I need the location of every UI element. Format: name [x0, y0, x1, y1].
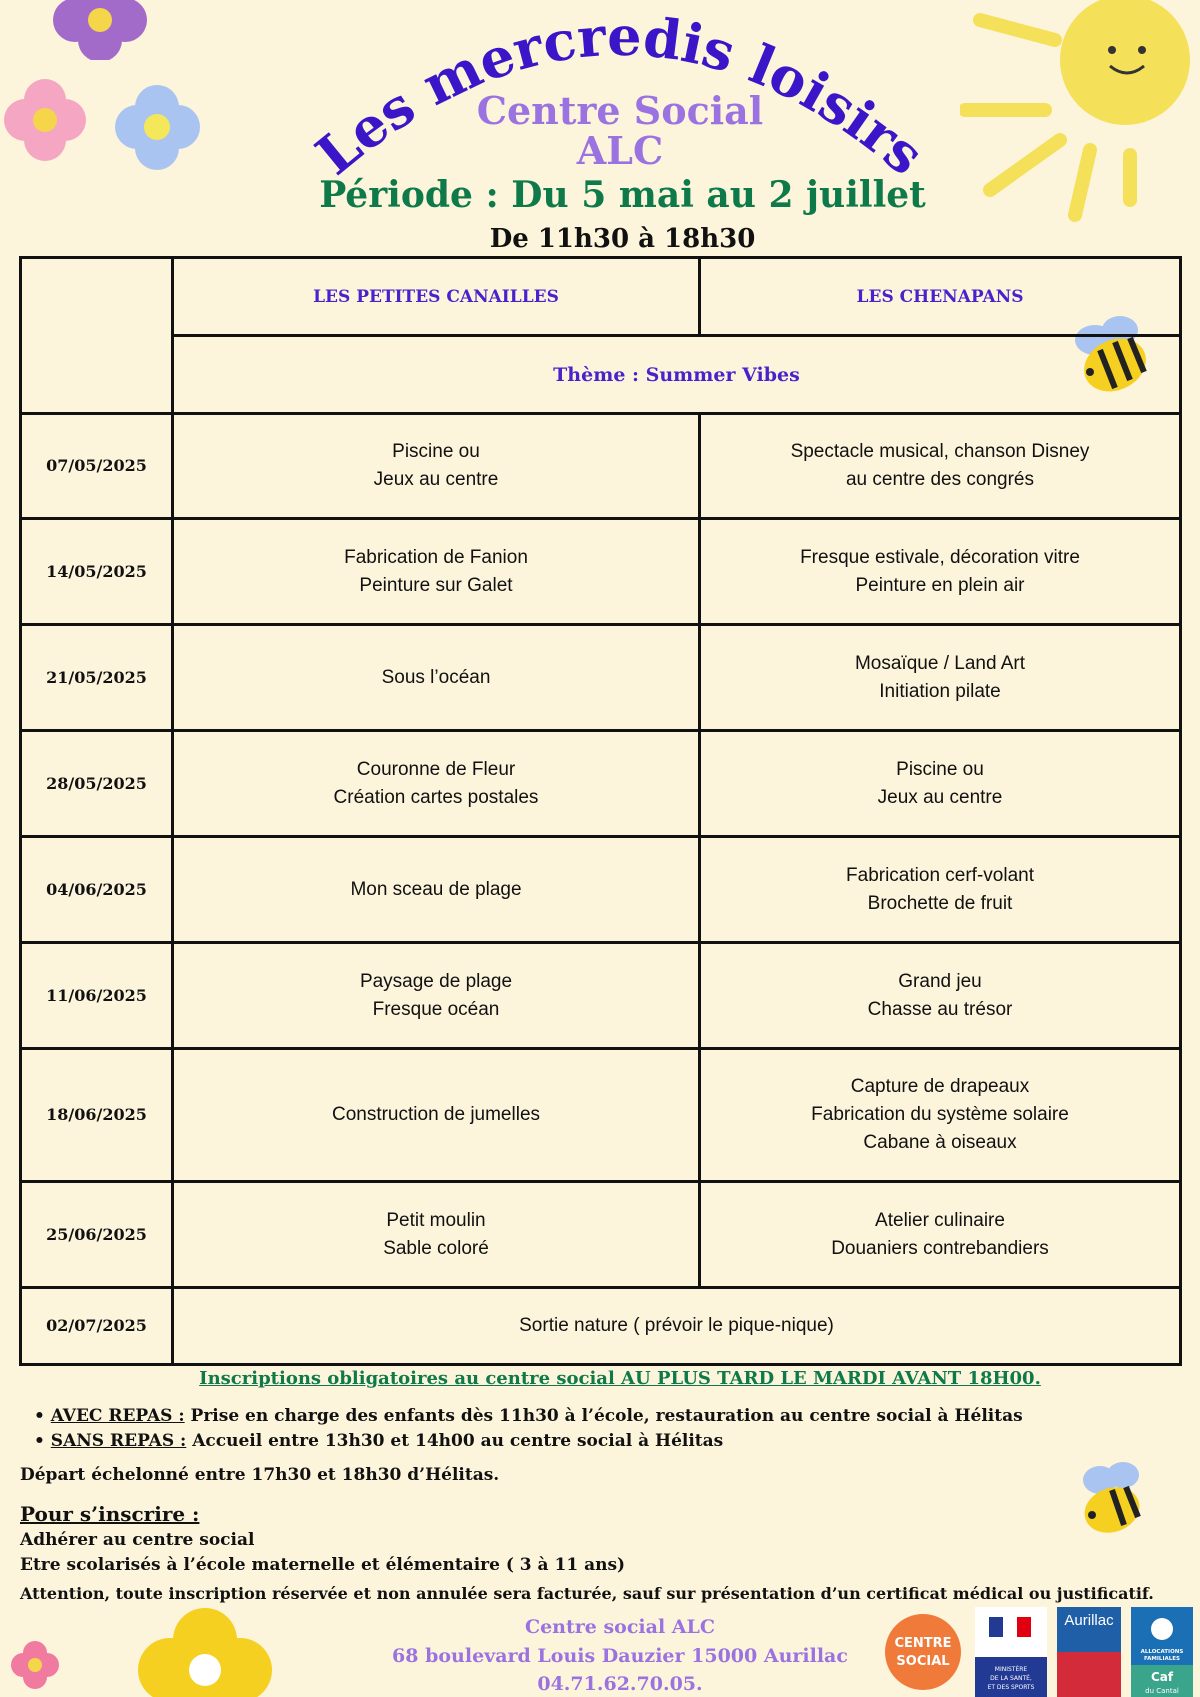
activity-cell-chenapans [700, 1049, 1181, 1182]
table-row [21, 837, 1181, 943]
activity-line: Brochette de fruit [867, 892, 1013, 914]
activity-line: Atelier culinaire [875, 1209, 1005, 1231]
attention-notice: Attention, toute inscription réservée et non annulée sera facturée, sauf sur présentation d’un certificat médical ou justificatif. [20, 1584, 1154, 1603]
activity-cell-chenapans [700, 519, 1181, 625]
activity-line: Jeux au centre [877, 786, 1003, 808]
activity-line: Sous l’océan [381, 666, 491, 688]
svg-text:CENTRE: CENTRE [894, 1636, 952, 1651]
activity-cell-chenapans [700, 1182, 1181, 1288]
subtitle-centre-social: Centre Social [476, 88, 764, 133]
svg-text:FAMILIALES: FAMILIALES [1144, 1656, 1180, 1662]
hours-heading: De 11h30 à 18h30 [489, 224, 756, 254]
date-cell: 25/06/2025 [21, 1182, 173, 1288]
svg-text:Aurillac: Aurillac [1064, 1612, 1114, 1629]
bullet-label: AVEC REPAS : [50, 1406, 185, 1426]
requirement-2: Etre scolarisés à l’école maternelle et élémentaire ( 3 à 11 ans) [20, 1555, 626, 1575]
bee-icon [1060, 1455, 1160, 1545]
registration-notice: Inscriptions obligatoires au centre social AU PLUS TARD LE MARDI AVANT 18H00. [199, 1368, 1041, 1389]
activity-line: Fabrication du système solaire [811, 1104, 1069, 1125]
activity-line: Fresque océan [372, 998, 500, 1020]
activity-line: Fresque estivale, décoration vitre [800, 546, 1080, 568]
activity-cell-petites-canailles [173, 1049, 700, 1182]
departure-info: Départ échelonné entre 17h30 et 18h30 d’Hélitas. [20, 1465, 500, 1485]
date-cell: 11/06/2025 [21, 943, 173, 1049]
activity-line: Peinture sur Galet [359, 574, 513, 596]
activity-line: Capture de drapeaux [850, 1076, 1030, 1097]
activity-line: Douaniers contrebandiers [831, 1237, 1049, 1259]
bullet-sans-repas: • SANS REPAS : Accueil entre 13h30 et 14h00 au centre social à Hélitas [34, 1431, 724, 1451]
activity-line: au centre des congrés [845, 469, 1034, 490]
svg-text:ET DES SPORTS: ET DES SPORTS [987, 1684, 1035, 1691]
aurillac-logo [1057, 1607, 1121, 1697]
activity-line: Mon sceau de plage [350, 878, 522, 900]
activity-cell-chenapans [700, 414, 1181, 519]
activity-line: Jeux au centre [373, 469, 499, 490]
date-cell: 14/05/2025 [21, 519, 173, 625]
activity-cell-petites-canailles [173, 519, 700, 625]
yellow-flower-decoration [130, 1605, 280, 1697]
date-cell: 02/07/2025 [21, 1288, 173, 1365]
date-cell: 28/05/2025 [21, 731, 173, 837]
activity-line: Mosaïque / Land Art [854, 652, 1026, 674]
table-row [21, 1182, 1181, 1288]
activity-cell-chenapans [700, 943, 1181, 1049]
pink-small-flower-decoration [5, 1635, 65, 1697]
subtitle-alc: ALC [576, 128, 664, 173]
theme-cell: Thème : Summer Vibes [173, 336, 1181, 414]
table-row [21, 1049, 1181, 1182]
activity-cell-petites-canailles [173, 625, 700, 731]
activity-cell-petites-canailles [173, 837, 700, 943]
group-header-chenapans: LES CHENAPANS [700, 258, 1181, 336]
activity-cell-petites-canailles [173, 1182, 700, 1288]
activity-line: Construction de jumelles [331, 1104, 541, 1125]
activity-cell-petites-canailles [173, 731, 700, 837]
activity-line: Piscine ou [896, 758, 984, 780]
bullet-avec-repas: • AVEC REPAS : Prise en charge des enfants dès 11h30 à l’école, restauration au centre social à Hélitas [34, 1406, 1023, 1426]
svg-text:du Cantal: du Cantal [1145, 1687, 1179, 1695]
activity-cell-chenapans [700, 837, 1181, 943]
activity-cell-petites-canailles [173, 414, 700, 519]
table-row [21, 731, 1181, 837]
activity-line: Petit moulin [386, 1209, 486, 1231]
activity-cell-full: Sortie nature ( prévoir le pique-nique) [173, 1288, 1181, 1365]
activity-cell-chenapans [700, 625, 1181, 731]
activity-line: Fabrication de Fanion [344, 546, 528, 568]
bullet-text: Prise en charge des enfants dès 11h30 à l’école, restauration au centre social à Hélitas [184, 1406, 1023, 1426]
activity-line: Création cartes postales [333, 786, 539, 808]
activity-cell-petites-canailles [173, 943, 700, 1049]
activity-line: Piscine ou [392, 441, 480, 462]
activity-line: Spectacle musical, chanson Disney [790, 441, 1090, 462]
group-header-petites-canailles: LES PETITES CANAILLES [173, 258, 700, 336]
svg-text:ALLOCATIONS: ALLOCATIONS [1140, 1649, 1184, 1655]
table-row [21, 414, 1181, 519]
date-cell: 21/05/2025 [21, 625, 173, 731]
empty-corner-cell [21, 258, 173, 414]
svg-text:Les mercredis loisirs: Les mercredis loisirs [303, 3, 937, 188]
ministere-logo [975, 1607, 1047, 1697]
date-cell: 18/06/2025 [21, 1049, 173, 1182]
activity-line: Sable coloré [383, 1237, 489, 1259]
table-row [21, 943, 1181, 1049]
activity-line: Paysage de plage [359, 970, 513, 992]
address-phone: 04.71.62.70.05. [537, 1673, 703, 1695]
period-heading: Période : Du 5 mai au 2 juillet [319, 174, 926, 216]
svg-text:SOCIAL: SOCIAL [896, 1654, 950, 1669]
date-cell: 07/05/2025 [21, 414, 173, 519]
activity-line: Initiation pilate [879, 680, 1001, 702]
howto-heading: Pour s’inscrire : [20, 1502, 200, 1526]
activity-line: Cabane à oiseaux [863, 1132, 1017, 1153]
address-name: Centre social ALC [524, 1616, 716, 1638]
address-street: 68 boulevard Louis Dauzier 15000 Aurillac [392, 1645, 848, 1667]
requirement-1: Adhérer au centre social [20, 1530, 255, 1550]
activity-line: Chasse au trésor [867, 998, 1013, 1020]
activity-line: Peinture en plein air [855, 574, 1025, 596]
caf-logo [1131, 1607, 1193, 1697]
activity-line: Fabrication cerf-volant [846, 864, 1034, 886]
activity-cell-chenapans [700, 731, 1181, 837]
activity-line: Couronne de Fleur [356, 758, 516, 780]
svg-text:Caf: Caf [1150, 1670, 1174, 1684]
alc-centre-social-logo [882, 1607, 964, 1697]
bullet-text: Accueil entre 13h30 et 14h00 au centre social à Hélitas [186, 1431, 724, 1451]
svg-text:DE LA SANTÉ,: DE LA SANTÉ, [990, 1675, 1032, 1682]
activity-line: Grand jeu [898, 970, 982, 992]
bullet-label: SANS REPAS : [50, 1431, 187, 1451]
table-row [21, 519, 1181, 625]
table-row [21, 625, 1181, 731]
schedule-table [19, 256, 1182, 1366]
date-cell: 04/06/2025 [21, 837, 173, 943]
svg-text:MINISTÈRE: MINISTÈRE [994, 1666, 1028, 1673]
